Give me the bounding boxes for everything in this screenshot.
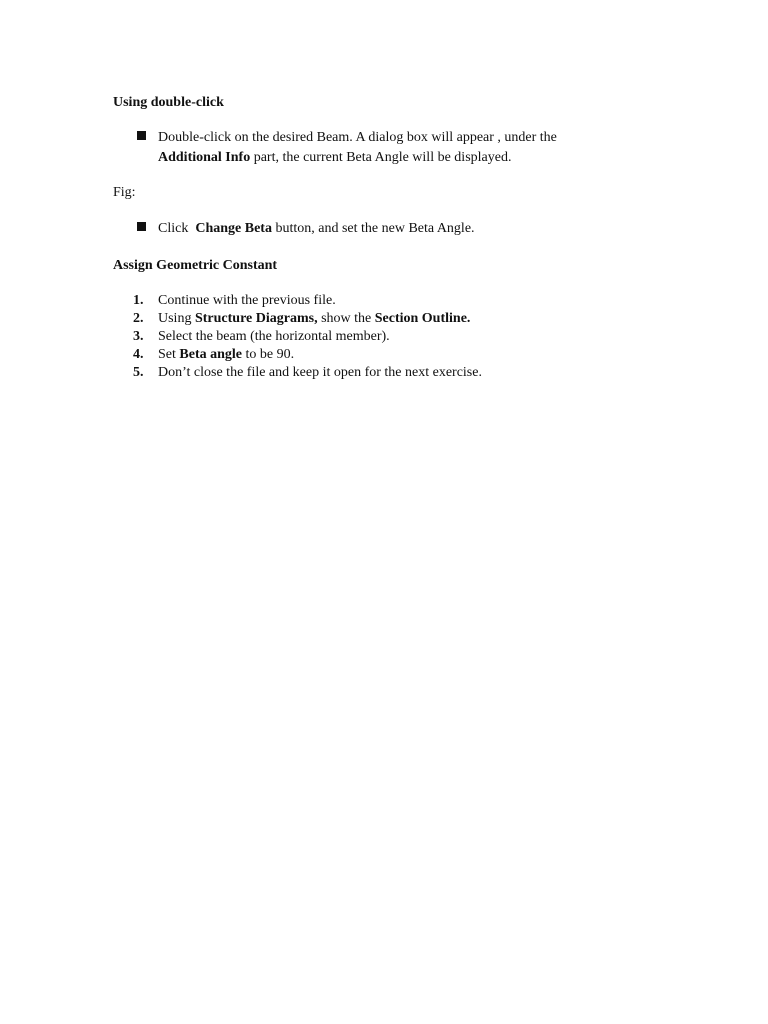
bullet-text-part: part, the current Beta Angle will be displayed. — [250, 150, 512, 165]
list-item — [133, 292, 633, 310]
step-text-part: Set — [158, 347, 180, 362]
bullet-text — [158, 128, 618, 168]
bullet-item-change-beta — [137, 219, 617, 239]
square-bullet-icon — [137, 131, 146, 140]
list-item — [133, 328, 633, 346]
bold-term-section-outline: Section Outline. — [374, 311, 471, 326]
bold-term-change-beta: Change Beta — [195, 221, 272, 236]
bullet-text — [158, 219, 618, 239]
list-item — [133, 310, 633, 328]
step-text: Select the beam (the horizontal member). — [158, 329, 390, 344]
square-bullet-icon — [137, 222, 146, 231]
step-number: 4. — [133, 347, 144, 362]
section-heading-double-click: Using double-click — [113, 95, 224, 110]
list-item — [133, 346, 633, 364]
bold-term-beta-angle: Beta angle — [179, 347, 242, 362]
step-text-part: show the — [317, 311, 375, 326]
section-heading-geometric-constant: Assign Geometric Constant — [113, 258, 278, 273]
step-text-part: to be 90. — [242, 347, 295, 362]
bullet-text-part: Click — [158, 221, 196, 236]
bullet-text-part: button, and set the new Beta Angle. — [271, 221, 475, 236]
numbered-step-list — [133, 292, 633, 382]
step-number: 1. — [133, 293, 144, 308]
step-number: 5. — [133, 365, 144, 380]
step-number: 2. — [133, 311, 144, 326]
bold-term-structure-diagrams: Structure Diagrams, — [194, 311, 318, 326]
bullet-text-part: Double-click on the desired Beam. A dialog box will appear , under the — [158, 130, 557, 145]
step-text: Continue with the previous file. — [158, 293, 336, 308]
step-text-part: Using — [158, 311, 195, 326]
figure-label: Fig: — [113, 185, 136, 200]
list-item — [133, 364, 633, 382]
bold-term-additional-info: Additional Info — [158, 150, 251, 165]
step-number: 3. — [133, 329, 144, 344]
bullet-item-double-click — [137, 128, 617, 168]
step-text — [158, 346, 294, 364]
step-text — [158, 310, 470, 328]
step-text: Don’t close the file and keep it open for the next exercise. — [158, 365, 482, 380]
